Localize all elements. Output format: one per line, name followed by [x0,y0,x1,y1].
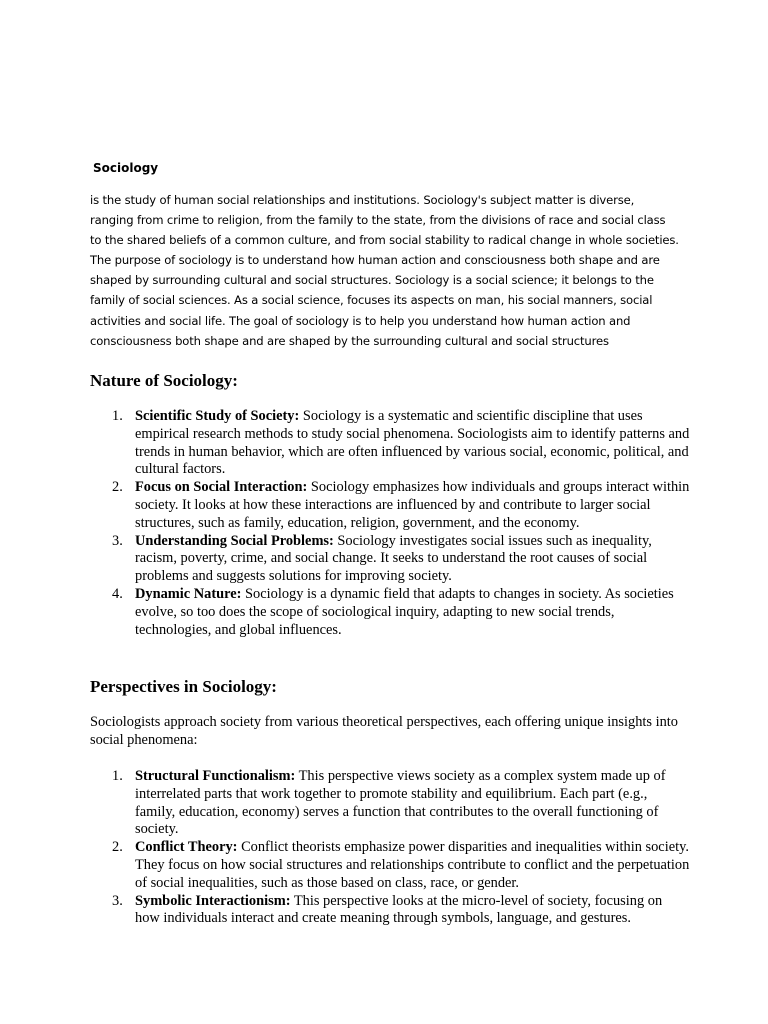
document-title: Sociology [93,161,159,175]
list-item-text: Sociology is a dynamic field that adapts to changes in society. As societies evolve, so too does the scope of sociological inquiry, adapting to new social trends, technologies, and global influences. [135,585,674,638]
list-item-lead: Dynamic Nature: [135,585,242,602]
list-item [90,479,690,532]
list-item [90,408,690,479]
nature-list [90,408,690,639]
list-item-number: 3. [112,892,123,909]
list-item-number: 2. [112,839,123,856]
list-item-text: Sociology emphasizes how individuals and groups interact within society. It looks at how these interactions are influenced by and contribute to larger social structures, such as family, education, religion, government, and the economy. [135,479,690,531]
list-item-text: Conflict theorists emphasize power disparities and inequalities within society. They focus on how social structures and relationships contribute to conflict and the perpetuation of social inequalities, such as those based on class, race, or gender. [135,839,690,891]
list-item-text: Sociology investigates social issues such as inequality, racism, poverty, crime, and social change. It seeks to understand the root causes of social problems and suggests solutions for improving society. [135,532,652,585]
list-item-lead: Conflict Theory: [135,839,238,856]
list-item [90,893,690,929]
list-item-number: 2. [112,479,123,496]
list-item-number: 1. [112,408,123,424]
list-item-text: This perspective views society as a complex system made up of interrelated parts that work together to promote stability and equilibrium. Each part (e.g., family, education, economy) serves a function that contributes to the overall functioning of society. [135,768,666,838]
list-item-lead: Symbolic Interactionism: [135,892,291,909]
nature-heading: Nature of Sociology: [90,371,238,390]
list-item-lead: Focus on Social Interaction: [135,479,308,496]
list-item-number: 1. [112,768,123,784]
perspectives-intro: Sociologists approach society from various theoretical perspectives, each offering unique insights into social phenomena: [90,714,678,748]
list-item [90,586,690,639]
list-item-lead: Understanding Social Problems: [135,532,334,549]
list-item-text: This perspective looks at the micro-level of society, focusing on how individuals interact and create meaning through symbols, language, and gestures. [135,892,663,927]
list-item-lead: Structural Functionalism: [135,768,296,784]
list-item [90,533,690,586]
perspectives-heading: Perspectives in Sociology: [90,677,277,696]
list-item [90,768,690,839]
list-item-lead: Scientific Study of Society: [135,408,300,424]
list-item-text: Sociology is a systematic and scientific discipline that uses empirical research methods to study social phenomena. Sociologists aim to identify patterns and trends in human behavior, which are often influenced by various social, economic, political, and cultural factors. [135,408,690,478]
list-item [90,839,690,892]
list-item-number: 4. [112,585,123,602]
perspectives-list [90,768,690,928]
intro-paragraph: is the study of human social relationships and institutions. Sociology's subject matter is diverse, ranging from crime to religion, from the family to the state, from the divisions of race and social class to the shared beliefs of a common culture, and from social stability to radical change in whole societies. The purpose of sociology is to understand how human action and consciousness both shape and are shaped by surrounding cultural and social structures. Sociology is a social science; it belongs to the family of social sciences. As a social science, focuses its aspects on man, his social manners, social activities and social life. The goal of sociology is to help you understand how human action and consciousness both shape and are shaped by the surrounding cultural and social structures [90,193,679,348]
list-item-number: 3. [112,532,123,549]
